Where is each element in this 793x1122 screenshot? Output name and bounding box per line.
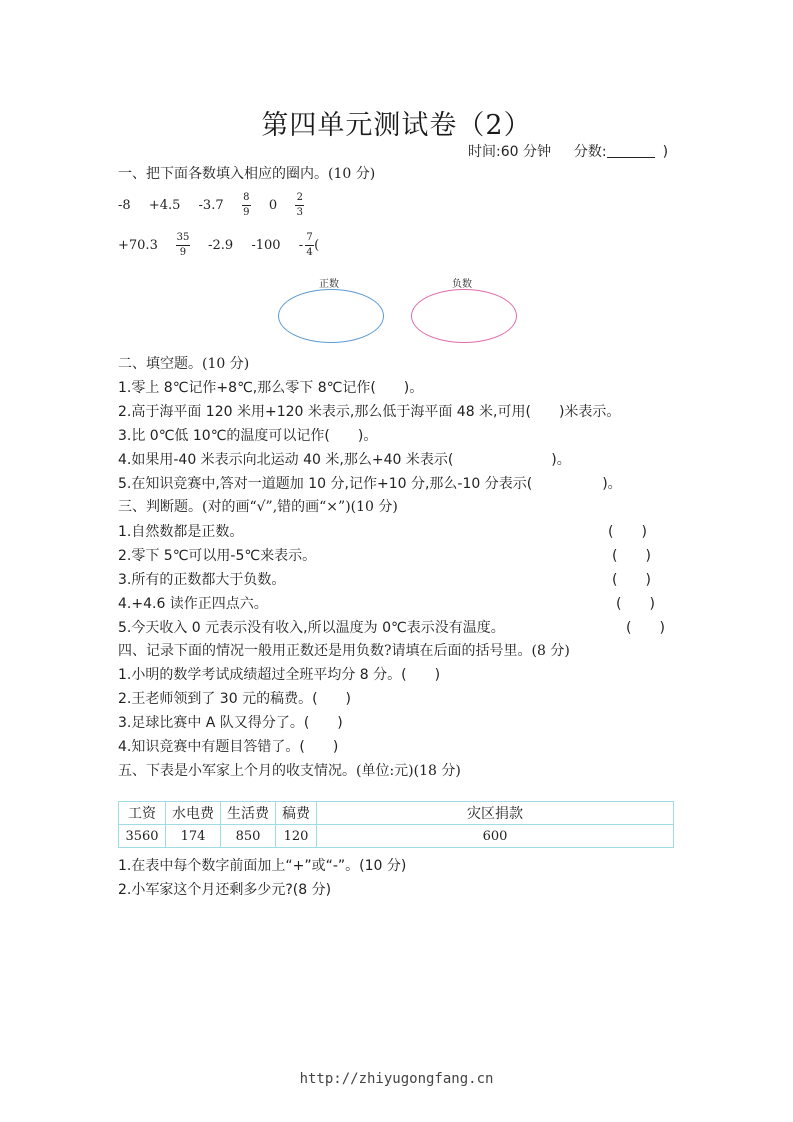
table-row (119, 825, 674, 848)
section5-heading: 五、下表是小军家上个月的收支情况。(单位:元)(18 分) (118, 763, 461, 779)
footer-url: http://zhiyugongfang.cn (299, 1071, 494, 1087)
fraction-bar (242, 205, 251, 206)
time-score-line (468, 141, 668, 161)
table-cell[interactable]: 3560 (119, 825, 166, 848)
fraction-item (305, 232, 314, 259)
fraction-numerator: 35 (176, 232, 190, 243)
table-cell[interactable]: 850 (221, 825, 276, 848)
fraction-denominator: 4 (306, 247, 313, 258)
number-item: -100 (251, 238, 281, 253)
fill-question-1: 1.零上 8℃记作+8℃,那么零下 8℃记作( )。 (118, 380, 424, 396)
table-header-cell: 水电费 (166, 802, 221, 825)
table-cell[interactable]: 120 (276, 825, 317, 848)
table-question-1: 1.在表中每个数字前面加上“+”或“-”。(10 分) (118, 858, 407, 874)
table-header-cell: 灾区捐款 (317, 802, 674, 825)
table-cell[interactable]: 174 (166, 825, 221, 848)
fill-question-2: 2.高于海平面 120 米用+120 米表示,那么低于海平面 48 米,可用( )米表示。 (118, 404, 621, 420)
negative-circle-label: 负数 (452, 279, 472, 290)
judge-answer-paren-1[interactable]: ( ) (608, 524, 647, 540)
fraction-numerator: 7 (306, 232, 313, 243)
fraction-bar (176, 245, 190, 246)
fraction-numerator: 8 (243, 192, 250, 203)
section2-heading: 二、填空题。(10 分) (118, 356, 250, 372)
fill-question-4: 4.如果用-40 米表示向北运动 40 米,那么+40 米表示( )。 (118, 452, 571, 468)
score-blank (607, 143, 655, 158)
judge-question-4: 4.+4.6 读作正四点六。 (118, 596, 268, 612)
number-item: 0 (268, 198, 278, 213)
judge-question-5: 5.今天收入 0 元表示没有收入,所以温度为 0℃表示没有温度。 (118, 620, 505, 636)
number-item: +70.3 (118, 238, 158, 253)
record-question-1: 1.小明的数学考试成绩超过全班平均分 8 分。( ) (118, 667, 441, 683)
fraction-numerator: 2 (296, 192, 303, 203)
fraction-bar (295, 205, 304, 206)
fraction-denominator: 9 (243, 207, 250, 218)
trailing-paren: ( (314, 238, 320, 253)
judge-question-1: 1.自然数都是正数。 (118, 524, 244, 540)
record-question-4: 4.知识竞赛中有题目答错了。( ) (118, 739, 339, 755)
table-header-cell: 稿费 (276, 802, 317, 825)
judge-question-3: 3.所有的正数都大于负数。 (118, 572, 286, 588)
number-item: -3.7 (198, 198, 224, 213)
record-question-2: 2.王老师领到了 30 元的稿费。( ) (118, 691, 351, 707)
negative-sign: - (298, 238, 304, 253)
page-title: 第四单元测试卷（2） (261, 110, 532, 141)
fraction-denominator: 3 (296, 207, 303, 218)
section3-heading: 三、判断题。(对的画“√”,错的画“×”)(10 分) (118, 499, 398, 515)
positive-circle-label: 正数 (319, 279, 339, 290)
number-item: +4.5 (148, 198, 181, 213)
fill-question-3: 3.比 0℃低 10℃的温度可以记作( )。 (118, 428, 378, 444)
number-item: -2.9 (208, 238, 234, 253)
section1-heading: 一、把下面各数填入相应的圈内。(10 分) (118, 166, 376, 182)
judge-question-2: 2.零下 5℃可以用-5℃来表示。 (118, 548, 317, 564)
fraction-item (176, 232, 190, 259)
fraction-item (295, 192, 304, 219)
income-expense-table (118, 801, 674, 848)
score-label: 分数: (573, 144, 607, 160)
judge-answer-paren-5[interactable]: ( ) (626, 620, 665, 636)
table-header-cell: 工资 (119, 802, 166, 825)
negative-number-circle[interactable] (411, 289, 517, 343)
table-header-cell: 生活费 (221, 802, 276, 825)
table-cell[interactable]: 600 (317, 825, 674, 848)
time-label: 时间:60 分钟 (468, 144, 551, 160)
judge-answer-paren-2[interactable]: ( ) (612, 548, 651, 564)
number-row-2 (118, 232, 321, 259)
fraction-item (242, 192, 251, 219)
positive-number-circle[interactable] (278, 289, 384, 343)
meta-close-paren: ) (662, 144, 669, 160)
fill-question-5: 5.在知识竞赛中,答对一道题加 10 分,记作+10 分,那么-10 分表示( )。 (118, 476, 622, 492)
fraction-denominator: 9 (179, 247, 187, 258)
record-question-3: 3.足球比赛中 A 队又得分了。( ) (118, 715, 343, 731)
judge-answer-paren-4[interactable]: ( ) (616, 596, 655, 612)
fraction-bar (305, 245, 314, 246)
section4-heading: 四、记录下面的情况一般用正数还是用负数?请填在后面的括号里。(8 分) (118, 643, 570, 659)
judge-answer-paren-3[interactable]: ( ) (612, 572, 651, 588)
number-item: -8 (118, 198, 131, 213)
table-question-2: 2.小军家这个月还剩多少元?(8 分) (118, 882, 332, 898)
table-header-row (119, 802, 674, 825)
number-row-1 (118, 192, 318, 219)
